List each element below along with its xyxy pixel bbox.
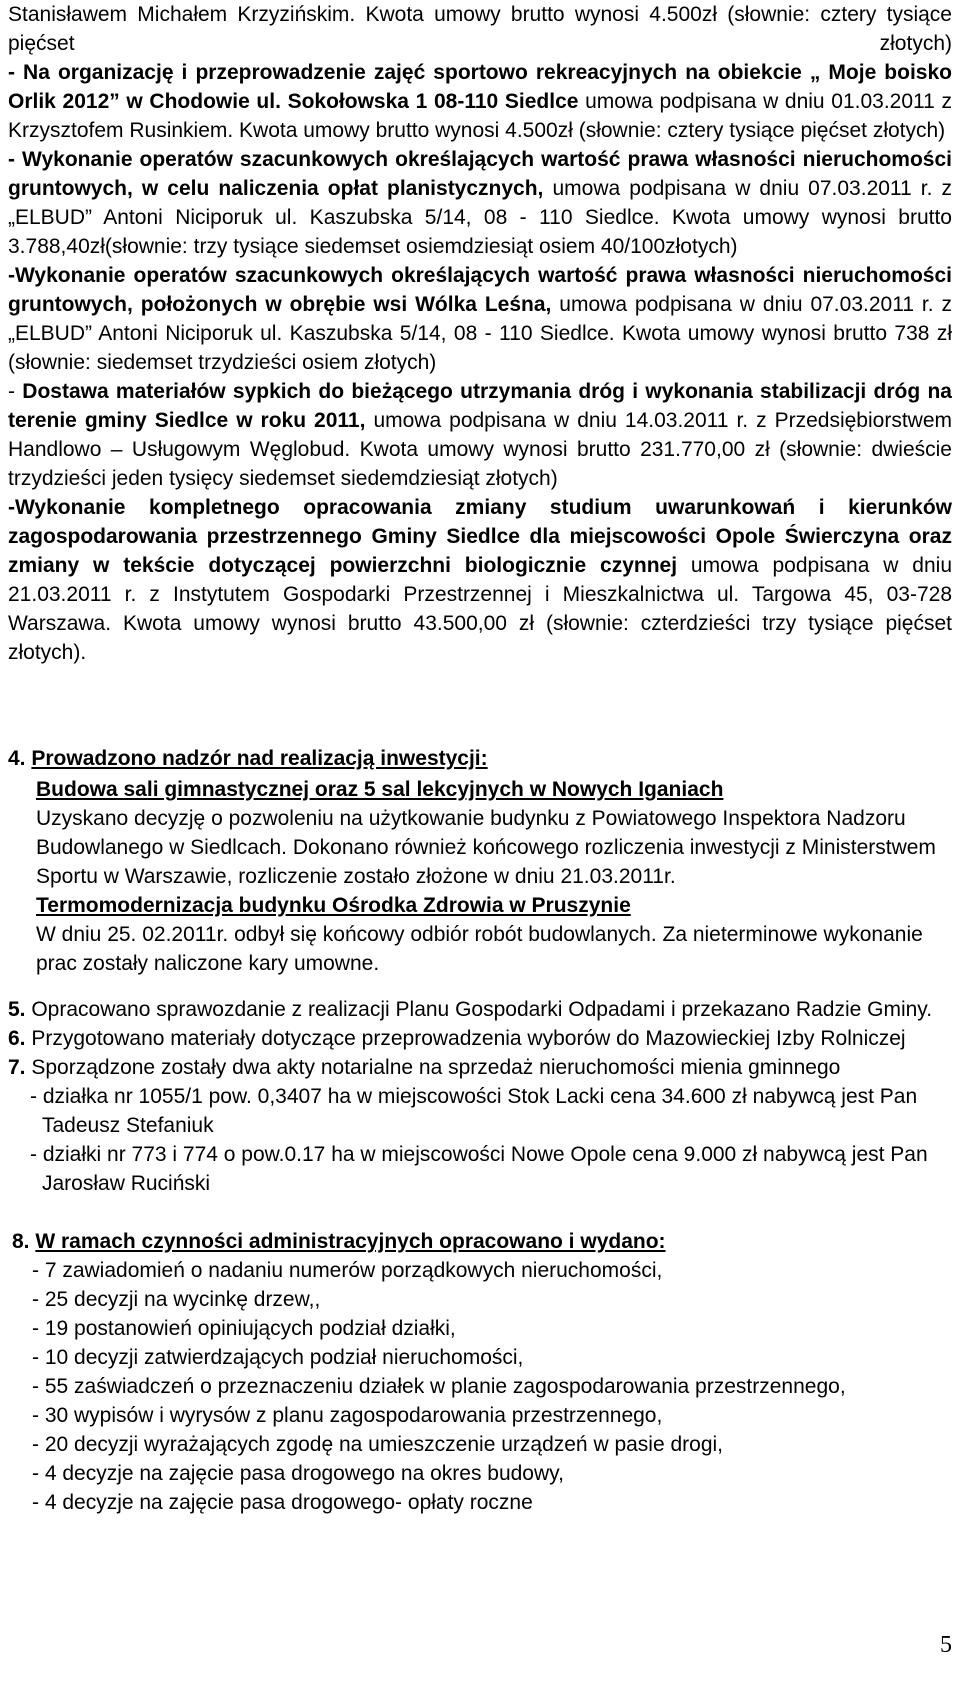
- admin-list-item: - 4 decyzje na zajęcie pasa drogowego na okres budowy,: [32, 1462, 564, 1485]
- contract-line: [8, 582, 952, 608]
- contract-line: [8, 524, 952, 550]
- contract-line: [8, 495, 952, 521]
- bold-segment: -Wykonanie operatów szacunkowych określających wartość prawa własności nieruchomości: [8, 264, 952, 287]
- contract-line: [8, 205, 952, 231]
- section-6-text: Przygotowano materiały dotyczące przeprowadzenia wyborów do Mazowieckiej Izby Rolniczej: [25, 1027, 906, 1050]
- section-7: [8, 1055, 840, 1081]
- section-4-heading: [8, 746, 488, 772]
- contract-line: [8, 640, 86, 666]
- contract-line: [8, 89, 952, 115]
- admin-list-item: - 55 zaświadczeń o przeznaczeniu działek w planie zagospodarowania przestrzennego,: [32, 1375, 846, 1398]
- text-segment: Warszawa. Kwota umowy wynosi brutto 43.500,00 zł (słownie: czterdzieści trzy tysiące pięćset: [8, 612, 952, 635]
- section-5-number: 5.: [8, 998, 26, 1021]
- text-segment: „ELBUD” Antoni Niciporuk ul. Kaszubska 5/14, 08 - 110 Siedlce. Kwota umowy wynosi brutto: [8, 206, 952, 229]
- section-6-number: 6.: [8, 1027, 26, 1050]
- contract-line: [8, 321, 952, 347]
- text-segment: „ELBUD” Antoni Niciporuk ul. Kaszubska 5/14, 08 - 110 Siedlce. Kwota umowy wynosi brutto 738 zł: [8, 322, 952, 345]
- contract-line: [8, 31, 952, 57]
- contract-line: [8, 466, 558, 492]
- section-7-text: Sporządzone zostały dwa akty notarialne na sprzedaż nieruchomości mienia gminnego: [25, 1056, 841, 1079]
- text-segment: umowa podpisana w dniu 14.03.2011 r. z Przedsiębiorstwem: [365, 409, 952, 432]
- text-segment: złotych).: [8, 641, 87, 664]
- contract-line: [8, 147, 952, 173]
- text-segment: 3.788,40zł(słownie: trzy tysiące siedemset osiemdziesiąt osiem 40/100złotych): [8, 235, 738, 258]
- page-number: 5: [940, 1632, 952, 1658]
- section-7-number: 7.: [8, 1056, 26, 1079]
- project-text-line: prac zostały naliczone kary umowne.: [36, 952, 380, 975]
- sale-item: - działki nr 773 i 774 o pow.0.17 ha w miejscowości Nowe Opole cena 9.000 zł nabywcą jest Pan: [30, 1143, 928, 1166]
- bold-segment: - Na organizację i przeprowadzenie zajęć sportowo rekreacyjnych na obiekcie „ Moje boisko: [8, 61, 952, 84]
- project-text-line: W dniu 25. 02.2011r. odbył się końcowy odbiór robót budowlanych. Za nieterminowe wykonanie: [36, 923, 923, 946]
- section-5: [8, 997, 932, 1023]
- bold-segment: zmiany w tekście dotyczącej powierzchni biologicznie czynnej: [8, 554, 678, 577]
- contract-line: [8, 437, 952, 463]
- text-segment: Stanisławem Michałem Krzyzińskim. Kwota umowy brutto wynosi 4.500zł (słownie: cztery tysiące: [8, 3, 952, 26]
- section-8-number: 8.: [12, 1230, 30, 1253]
- text-segment: umowa podpisana w dniu 01.03.2011 z: [578, 90, 952, 113]
- text-segment: umowa podpisana w dniu 07.03.2011 r. z: [551, 293, 952, 316]
- project-text-line: Sportu w Warszawie, rozliczenie zostało złożone w dniu 21.03.2011r.: [36, 865, 676, 888]
- section-4-number: 4.: [8, 747, 26, 770]
- text-segment: 21.03.2011 r. z Instytutem Gospodarki Przestrzennej i Mieszkalnictwa ul. Targowa 45, 03-728: [8, 583, 952, 606]
- admin-list-item: - 20 decyzji wyrażających zgodę na umieszczenie urządzeń w pasie drogi,: [32, 1433, 724, 1456]
- text-segment: (słownie: siedemset trzydzieści osiem złotych): [8, 351, 437, 374]
- bold-segment: gruntowych, w celu naliczenia opłat planistycznych,: [8, 177, 544, 200]
- text-segment: umowa podpisana w dniu 07.03.2011 r. z: [543, 177, 952, 200]
- admin-list-item: - 7 zawiadomień o nadaniu numerów porządkowych nieruchomości,: [32, 1259, 663, 1282]
- contract-line: [8, 2, 952, 28]
- bold-segment: zagospodarowania przestrzennego Gminy Siedlce dla miejscowości Opole Świerczyna oraz: [8, 525, 952, 548]
- text-segment: -: [8, 380, 23, 403]
- admin-list-item: - 10 decyzji zatwierdzających podział nieruchomości,: [32, 1346, 524, 1369]
- admin-list-item: - 19 postanowień opiniujących podział działki,: [32, 1317, 456, 1340]
- contract-line: [8, 60, 952, 86]
- bold-segment: terenie gminy Siedlce w roku 2011,: [8, 409, 366, 432]
- section-6: [8, 1026, 906, 1052]
- bold-segment: Orlik 2012” w Chodowie ul. Sokołowska 1 08-110 Siedlce: [8, 90, 579, 113]
- section-4-title: Prowadzono nadzór nad realizacją inwestycji:: [31, 747, 488, 770]
- sale-item-buyer: Tadeusz Stefaniuk: [42, 1114, 214, 1137]
- sale-item: - działka nr 1055/1 pow. 0,3407 ha w miejscowości Stok Lacki cena 34.600 zł nabywcą jest Pan: [30, 1085, 918, 1108]
- project-2-title: Termomodernizacja budynku Ośrodka Zdrowia w Pruszynie: [36, 894, 631, 917]
- bold-segment: Dostawa materiałów sypkich do bieżącego utrzymania dróg i wykonania stabilizacji dróg na: [22, 380, 952, 403]
- admin-list-item: - 25 decyzji na wycinkę drzew,,: [32, 1288, 321, 1311]
- contract-line: [8, 118, 945, 144]
- text-segment: trzydzieści jeden tysięcy siedemset siedemdziesiąt złotych): [8, 467, 558, 490]
- project-text-line: Uzyskano decyzję o pozwoleniu na użytkowanie budynku z Powiatowego Inspektora Nadzoru: [36, 807, 906, 830]
- contract-line: [8, 553, 952, 579]
- project-text-line: Budowlanego w Siedlcach. Dokonano również końcowego rozliczenia inwestycji z Ministerstwem: [36, 836, 936, 859]
- project-1-title: Budowa sali gimnastycznej oraz 5 sal lekcyjnych w Nowych Iganiach: [36, 778, 724, 801]
- admin-list-item: - 4 decyzje na zajęcie pasa drogowego- opłaty roczne: [32, 1491, 533, 1514]
- contract-line: [8, 408, 952, 434]
- sale-item-buyer: Jarosław Ruciński: [42, 1172, 211, 1195]
- section-8-heading: [8, 1229, 666, 1255]
- bold-segment: gruntowych, położonych w obrębie wsi Wólka Leśna,: [8, 293, 552, 316]
- admin-list-item: - 30 wypisów i wyrysów z planu zagospodarowania przestrzennego,: [32, 1404, 663, 1427]
- text-segment: Krzysztofem Rusinkiem. Kwota umowy brutto wynosi 4.500zł (słownie: cztery tysiące pięćset złotych): [8, 119, 946, 142]
- section-5-text: Opracowano sprawozdanie z realizacji Planu Gospodarki Odpadami i przekazano Radzie Gminy.: [25, 998, 933, 1021]
- section-8-title: W ramach czynności administracyjnych opracowano i wydano:: [35, 1230, 666, 1253]
- contract-line: [8, 611, 952, 637]
- text-segment: pięćset złotych): [8, 32, 952, 55]
- contract-line: [8, 176, 952, 202]
- bold-segment: - Wykonanie operatów szacunkowych określających wartość prawa własności nieruchomości: [8, 148, 952, 171]
- contract-line: [8, 292, 952, 318]
- bold-segment: -Wykonanie kompletnego opracowania zmiany studium uwarunkowań i kierunków: [8, 496, 952, 519]
- contract-line: [8, 379, 952, 405]
- text-segment: umowa podpisana w dniu: [677, 554, 952, 577]
- contract-line: [8, 234, 738, 260]
- contract-line: [8, 350, 436, 376]
- text-segment: Handlowo – Usługowym Węglobud. Kwota umowy wynosi brutto 231.770,00 zł (słownie: dwieście: [8, 438, 952, 461]
- contract-line: [8, 263, 952, 289]
